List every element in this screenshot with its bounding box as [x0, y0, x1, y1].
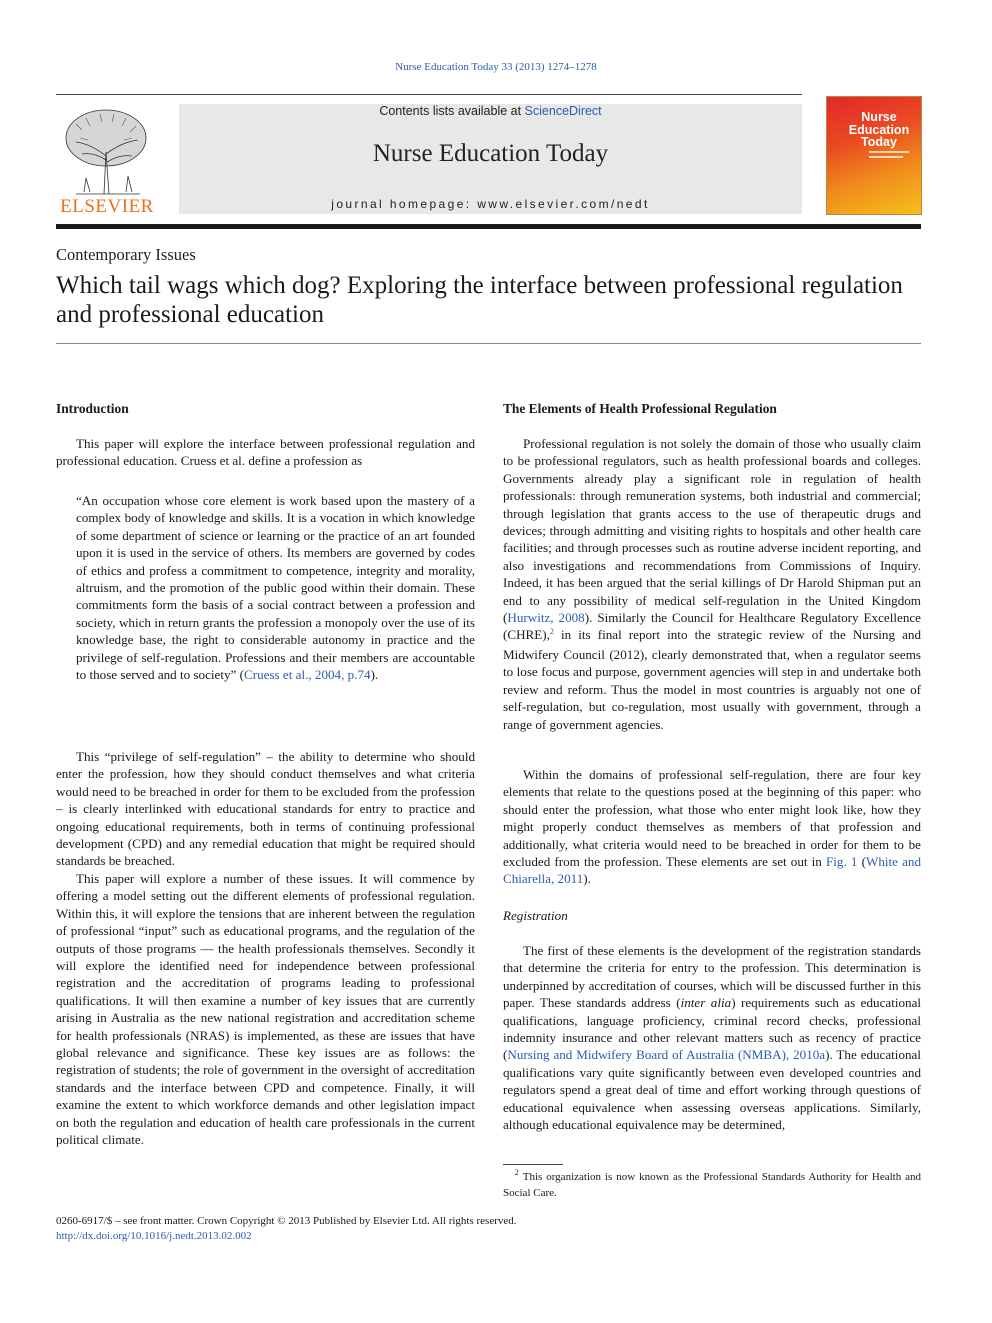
journal-homepage[interactable]: journal homepage: www.elsevier.com/nedt	[331, 197, 650, 211]
paragraph-text: Professional regulation is not solely the domain of those who usually claim to be professional regulators, such as health professional boards and colleges. Governments already play a significant role in regulation of health professionals: through remuneration systems, both industrial and commercial; through legislation that grants access to the use of therapeutic drugs and devices; through admitting and visiting rights to hospitals and other health care facilities; and through processes such as routine adverse incident reporting, and also investigations and recommendations from Commissions of Inquiry. Indeed, it has been argued that the serial killings of Dr Harold Shipman put an end to any possibility of medical self-regulation in the United Kingdom (	[503, 436, 921, 626]
registration-paragraph	[503, 942, 921, 1133]
intro-paragraph-2	[56, 748, 475, 870]
page-footer	[56, 1214, 676, 1244]
journal-cover-thumbnail[interactable]	[826, 96, 922, 215]
paragraph-text: ) requirements such as educational qualifications, language proficiency, criminal record checks, professional indemnity insurance and other relevant matters such as recency of practice (	[503, 995, 922, 1063]
cover-title: Nurse Education Today	[848, 110, 910, 149]
paragraph-text: ). The educational qualifications vary quite significantly between even developed countries and regulators spend a great deal of time and effort working through questions of educational equivalence when assessing overseas applications. Similarly, although educational equivalence may be determined,	[503, 1047, 921, 1133]
elements-paragraph-2	[503, 766, 921, 888]
paragraph-text: This paper will explore the interface between professional regulation and professional education. Cruess et al. define a profession as	[56, 436, 475, 469]
contents-prefix: Contents lists available at	[379, 104, 525, 118]
paragraph-text: ).	[583, 871, 591, 887]
elsevier-wordmark: ELSEVIER	[60, 196, 154, 217]
block-quote	[76, 492, 475, 683]
elements-paragraph-1	[503, 435, 921, 733]
paragraph-text: ). Similarly the Council for Healthcare Regulatory Excellence (CHRE),	[503, 610, 921, 643]
footnote-number: 2	[514, 1168, 519, 1177]
white-chiarella-citation-link[interactable]: White and Chiarella, 2011	[503, 854, 922, 887]
quote-end: ).	[370, 667, 379, 683]
cover-decoration	[869, 151, 909, 153]
elements-heading: The Elements of Health Professional Regulation	[503, 401, 777, 416]
journal-title: Nurse Education Today	[372, 140, 609, 167]
footnote	[503, 1170, 921, 1201]
registration-subheading: Registration	[503, 908, 568, 923]
paragraph-text: Within the domains of professional self-regulation, there are four key elements that relate to the questions posed at the beginning of this paper: who should enter the profession, what those who enter might look like, how they might properly conduct themselves as members of that profession and additionally, what criteria would need to be breached in order for them to be excluded from the profession. These elements are set out in	[503, 767, 921, 870]
cover-decoration	[869, 156, 903, 158]
section-type: Contemporary Issues	[56, 245, 196, 264]
footnote-rule	[503, 1164, 563, 1165]
intro-paragraph-3	[56, 870, 475, 1149]
footnote-2-link[interactable]: 2	[549, 627, 554, 637]
paragraph-text: This “privilege of self-regulation” – the ability to determine who should enter the profession, how they should conduct themselves and what criteria would need to be breached in order for them to be excluded from the profession – is clearly interlinked with educational standards for entry to practice and ongoing educational requirements, both in terms of continuing professional development (CPD) and any remedial education that might be required should standards be breached.	[56, 749, 475, 869]
paragraph-text: This paper will explore a number of these issues. It will commence by offering a model setting out the different elements of professional regulation. Within this, it will explore the tensions that are inherent between the regulation of professional “input” such as educational programs, and the regulation of the outputs of those programs — the health professionals themselves. Secondly it will explore the identified need for independence between professional registration and the accreditation of programs leading to professional qualifications. It will then examine a number of key issues that are currently arising in Australia as the new national registration and accreditation scheme for health professionals (NRAS) is implemented, as these are issues that have global relevance and significance. These key issues are as follows: the registration of students; the role of government in the oversight of accreditation standards and the interface between CPD and competence. Finally, it will examine the extent to which workforce demands and other legislation impact on both the regulation and education of health care professionals in the current political climate.	[56, 871, 475, 1148]
intro-paragraph-1	[56, 435, 475, 470]
fig-1-link[interactable]: Fig. 1	[826, 854, 858, 870]
nmba-citation-link[interactable]: Nursing and Midwifery Board of Australia (NMBA), 2010a	[507, 1047, 826, 1063]
journal-citation[interactable]: Nurse Education Today 33 (2013) 1274–1278	[395, 61, 597, 73]
introduction-heading: Introduction	[56, 401, 129, 416]
title-rule	[56, 343, 921, 344]
footnote-text: This organization is now known as the Professional Standards Authority for Health and Social Care.	[503, 1171, 922, 1199]
hurwitz-citation-link[interactable]: Hurwitz, 2008	[507, 610, 585, 626]
paragraph-text: (	[857, 854, 866, 870]
doi-link[interactable]: http://dx.doi.org/10.1016/j.nedt.2013.02.002	[56, 1230, 252, 1242]
quote-text: “An occupation whose core element is work based upon the mastery of a complex body of knowledge and skills. It is a vocation in which knowledge of some department of science or learning or the practice of an art founded upon it is used in the service of others. Its members are governed by codes of ethics and profess a commitment to competence, integrity and morality, altruism, and the promotion of the public good within their domain. These commitments form the basis of a social contract between a profession and society, which in return grants the profession a monopoly over the use of its knowledge base, the right to considerable autonomy in practice and the privilege of self-regulation. Professions and their members are accountable to those served and to society” (	[76, 493, 475, 683]
header-top-rule	[56, 94, 802, 95]
sciencedirect-link[interactable]: ScienceDirect	[524, 104, 602, 118]
inter-alia-italic: inter alia	[680, 995, 732, 1011]
article-title: Which tail wags which dog? Exploring the interface between professional regulation and professional education	[56, 272, 903, 328]
copyright-line: 0260-6917/$ – see front matter. Crown Copyright © 2013 Published by Elsevier Ltd. All rights reserved.	[56, 1215, 517, 1227]
paragraph-text: The first of these elements is the development of the registration standards that determine the criteria for entry to the profession. This determination is underpinned by accreditation of courses, which will be discussed further in this paper. These standards address (	[503, 943, 921, 1011]
contents-line	[179, 104, 802, 118]
paragraph-text: in its final report into the strategic review of the Nursing and Midwifery Council (2012), clearly demonstrated that, when a regulator seems to lose focus and purpose, government agencies will step in and undertake both review and reform. Thus the model in most countries is arguably not one of self-regulation, but co-regulation, most usually with government, through a range of government agencies.	[503, 627, 921, 732]
header-bottom-rule	[56, 224, 921, 229]
cruess-citation-link[interactable]: Cruess et al., 2004, p.74	[244, 667, 371, 683]
